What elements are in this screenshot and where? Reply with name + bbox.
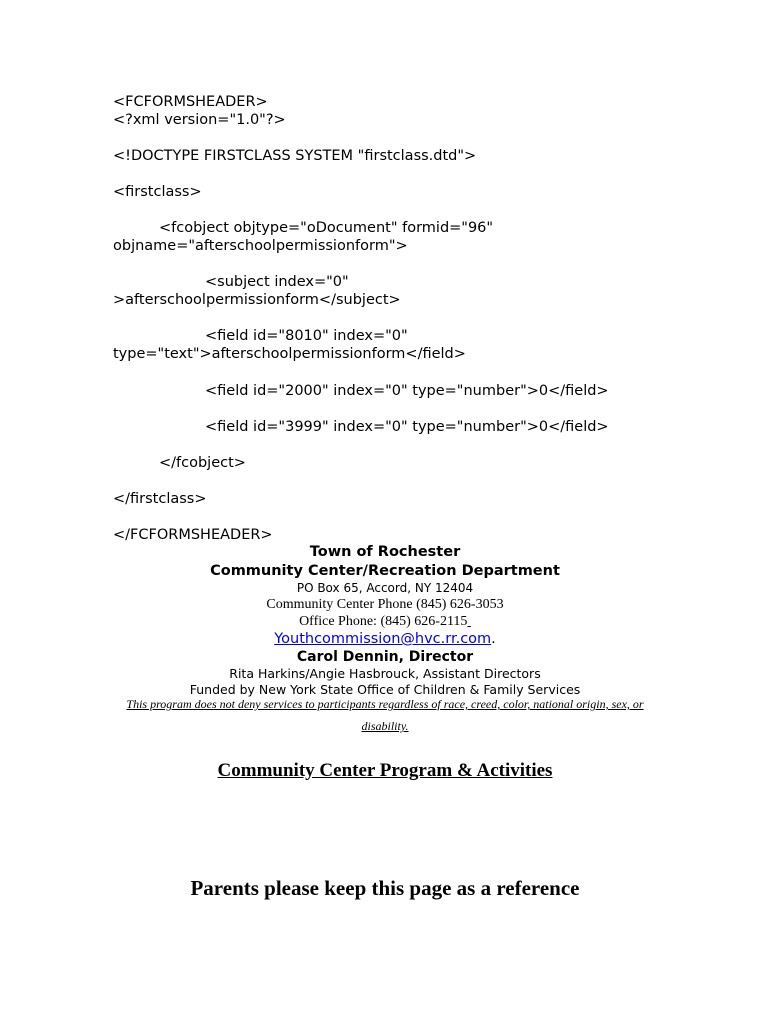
xml-line: </FCFORMSHEADER> (113, 527, 273, 543)
email-link[interactable]: Youthcommission@hvc.rr.com (274, 631, 492, 647)
xml-line: <field id="2000" index="0" type="number">0</field> (205, 383, 609, 399)
xml-line: <FCFORMSHEADER> (113, 94, 268, 110)
xml-line: <field id="3999" index="0" type="number">0</field> (205, 419, 609, 435)
xml-line: type="text">afterschoolpermissionform</field> (113, 346, 466, 362)
reference-heading: Parents please keep this page as a reference (190, 876, 580, 900)
email-line: Youthcommission@hvc.rr.com. (274, 631, 496, 647)
xml-line: <subject index="0" (205, 274, 349, 290)
xml-line: >afterschoolpermissionform</subject> (113, 292, 401, 308)
director: Carol Dennin, Director (296, 649, 474, 665)
xml-line: </firstclass> (113, 491, 207, 507)
xml-line: <?xml version="1.0"?> (113, 112, 286, 128)
xml-line: <field id="8010" index="0" (205, 328, 408, 344)
xml-line: </fcobject> (159, 455, 246, 471)
xml-line: objname="afterschoolpermissionform"> (113, 238, 408, 254)
assistant-directors: Rita Harkins/Angie Hasbrouck, Assistant Directors (229, 666, 541, 681)
xml-line: <!DOCTYPE FIRSTCLASS SYSTEM "firstclass.dtd"> (113, 148, 477, 164)
nondiscrimination-statement: This program does not deny services to participants regardless of race, creed, color, national origin, sex, or (126, 697, 644, 711)
community-center-phone: Community Center Phone (845) 626-3053 (266, 597, 504, 612)
town-name: Town of Rochester (309, 544, 461, 560)
program-heading: Community Center Program & Activities (217, 760, 553, 781)
funding-statement: Funded by New York State Office of Children & Family Services (189, 682, 581, 697)
xml-line: <firstclass> (113, 184, 202, 200)
xml-line: <fcobject objtype="oDocument" formid="96" (159, 220, 494, 236)
nondiscrimination-statement-end: disability. (361, 719, 409, 733)
address: PO Box 65, Accord, NY 12404 (296, 581, 474, 595)
department-name: Community Center/Recreation Department (210, 563, 560, 579)
office-phone: Office Phone: (845) 626-2115 (299, 614, 468, 629)
